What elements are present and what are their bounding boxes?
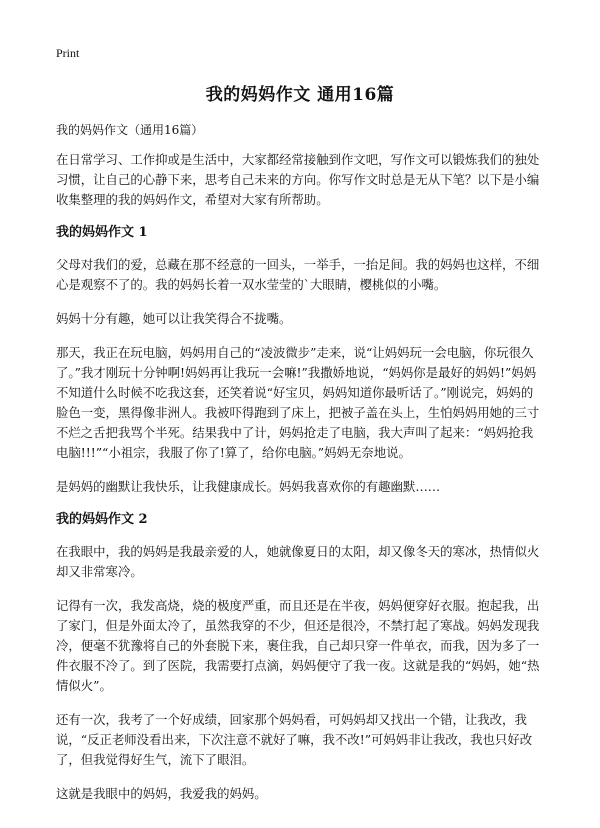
article-body — [56, 150, 544, 818]
paragraph: 这就是我眼中的妈妈，我爱我的妈妈。 — [56, 786, 267, 801]
paragraph: 记得有一次，我发高烧，烧的极度严重，而且还是在半夜，妈妈便穿好衣服。抱起我，出了家门，但是外面太冷了，虽然我穿的不少，但还是很冷，不禁打起了寒战。妈妈发现我冷，便毫不犹豫将自己的外套脱下来，裹住我，自己却只穿一件单衣，而我，因为多了一件衣服不冷了。到了医院，我需要打点滴，妈妈便守了我一夜。这就是我的“妈妈，她“热情似火”。 — [56, 598, 540, 693]
subtitle: 我的妈妈作文（通用16篇） — [56, 123, 204, 137]
paragraph: 还有一次，我考了一个好成绩，回家那个妈妈看，可妈妈却又找出一个错，让我改，我说，“反正老师没看出来，下次注意不就好了嘛，我不改!”可妈妈非让我改，我也只好改了，但我觉得好生气，流下了眼泪。 — [56, 712, 533, 767]
print-link[interactable]: Print — [56, 46, 80, 60]
section-heading-1: 我的妈妈作文 1 — [56, 225, 148, 240]
paragraph: 在我眼中，我的妈妈是我最亲爱的人，她就像夏日的太阳，却又像冬天的寒冰，热情似火却又非常寒冷。 — [56, 544, 540, 579]
paragraph: 父母对我们的爱，总藏在那不经意的一回头，一举手，一抬足间。我的妈妈也这样，不细心是观察不了的。我的妈妈长着一双水莹莹的`大眼睛，樱桃似的小嘴。 — [56, 257, 540, 292]
intro-paragraph: 在日常学习、工作抑或是生活中，大家都经常接触到作文吧，写作文可以锻炼我们的独处习惯，让自己的心静下来，思考自己未来的方向。你写作文时总是无从下笔？以下是小编收集整理的我的妈妈作文，希望对大家有所帮助。 — [56, 152, 540, 207]
page-title: 我的妈妈作文 通用16篇 — [205, 85, 395, 105]
paragraph: 妈妈十分有趣，她可以让我笑得合不拢嘴。 — [56, 311, 292, 326]
paragraph: 那天，我正在玩电脑，妈妈用自己的“凌波微步”走来，说“让妈妈玩一会电脑，你玩很久了。”我才刚玩十分钟啊!妈妈再让我玩一会嘛!”我撒娇地说，“妈妈你是最好的妈妈!”妈妈不知道什么时候不吃我这套，还笑着说“好宝贝，妈妈知道你最听话了。”刚说完，妈妈的脸色一变，黑得像非洲人。我被吓得跑到了床上，把被子盖在头上，生怕妈妈用她的三寸不烂之舌把我骂个半死。结果我中了计，妈妈抢走了电脑，我大声叫了起来：“妈妈抢我电脑!!!”“小祖宗，我服了你了!算了，给你电脑。”妈妈无奈地说。 — [56, 345, 540, 460]
section-heading-2: 我的妈妈作文 2 — [56, 512, 148, 527]
paragraph: 是妈妈的幽默让我快乐，让我健康成长。妈妈我喜欢你的有趣幽默…… — [56, 479, 441, 494]
